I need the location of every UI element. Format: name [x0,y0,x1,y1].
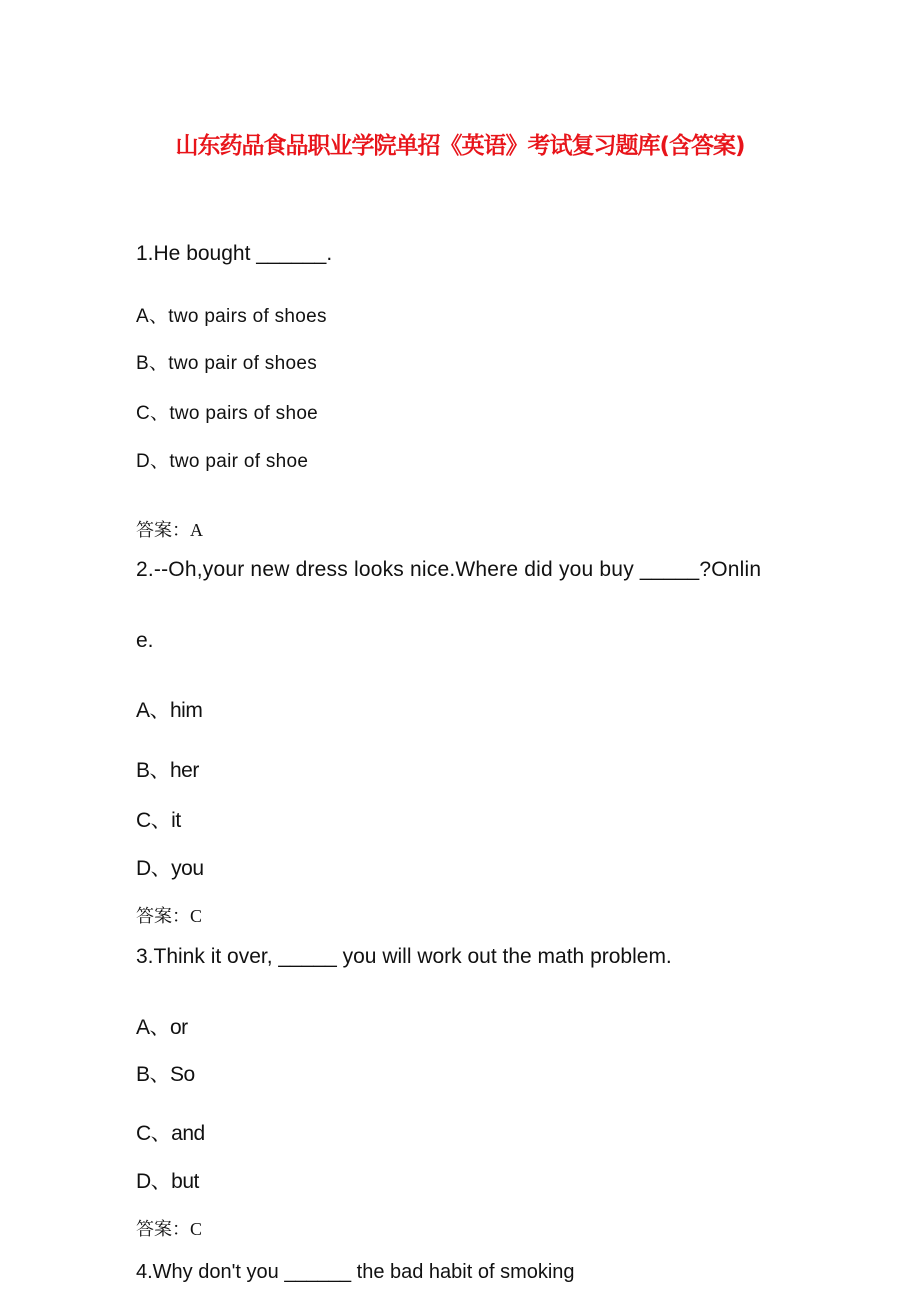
question-3-answer [136,1215,202,1241]
answer-label: 答案： [136,520,190,541]
question-1-option-c: C、two pairs of shoe [136,403,319,424]
question-2-option-d: D、you [136,857,204,880]
answer-label: 答案： [136,1219,190,1240]
question-3-option-b: B、So [136,1063,195,1086]
question-2-option-b: B、her [136,759,199,782]
question-2-stem-line-2: e. [136,629,154,652]
question-2-stem-line-1: 2.--Oh,your new dress looks nice.Where did you buy _____?Onlin [136,558,762,581]
question-4-stem: 4.Why don't you ______ the bad habit of smoking [136,1261,575,1283]
question-1-answer [136,516,203,542]
question-3-option-c: C、and [136,1122,205,1145]
answer-value: A [190,520,203,540]
question-3-stem: 3.Think it over, _____ you will work out the math problem. [136,945,672,968]
question-3-option-a: A、or [136,1016,188,1039]
question-1-option-d: D、two pair of shoe [136,451,309,472]
question-2-option-c: C、it [136,809,181,832]
question-3-option-d: D、but [136,1170,199,1193]
question-2-answer [136,902,202,928]
answer-value: C [190,906,203,926]
document-title: 山东药品食品职业学院单招《英语》考试复习题库(含答案) [175,133,745,159]
question-1-option-a: A、two pairs of shoes [136,306,327,327]
answer-value: C [190,1219,203,1239]
question-2-option-a: A、him [136,699,203,722]
question-1-stem: 1.He bought ______. [136,242,333,265]
answer-label: 答案： [136,906,190,927]
question-1-option-b: B、two pair of shoes [136,353,318,374]
